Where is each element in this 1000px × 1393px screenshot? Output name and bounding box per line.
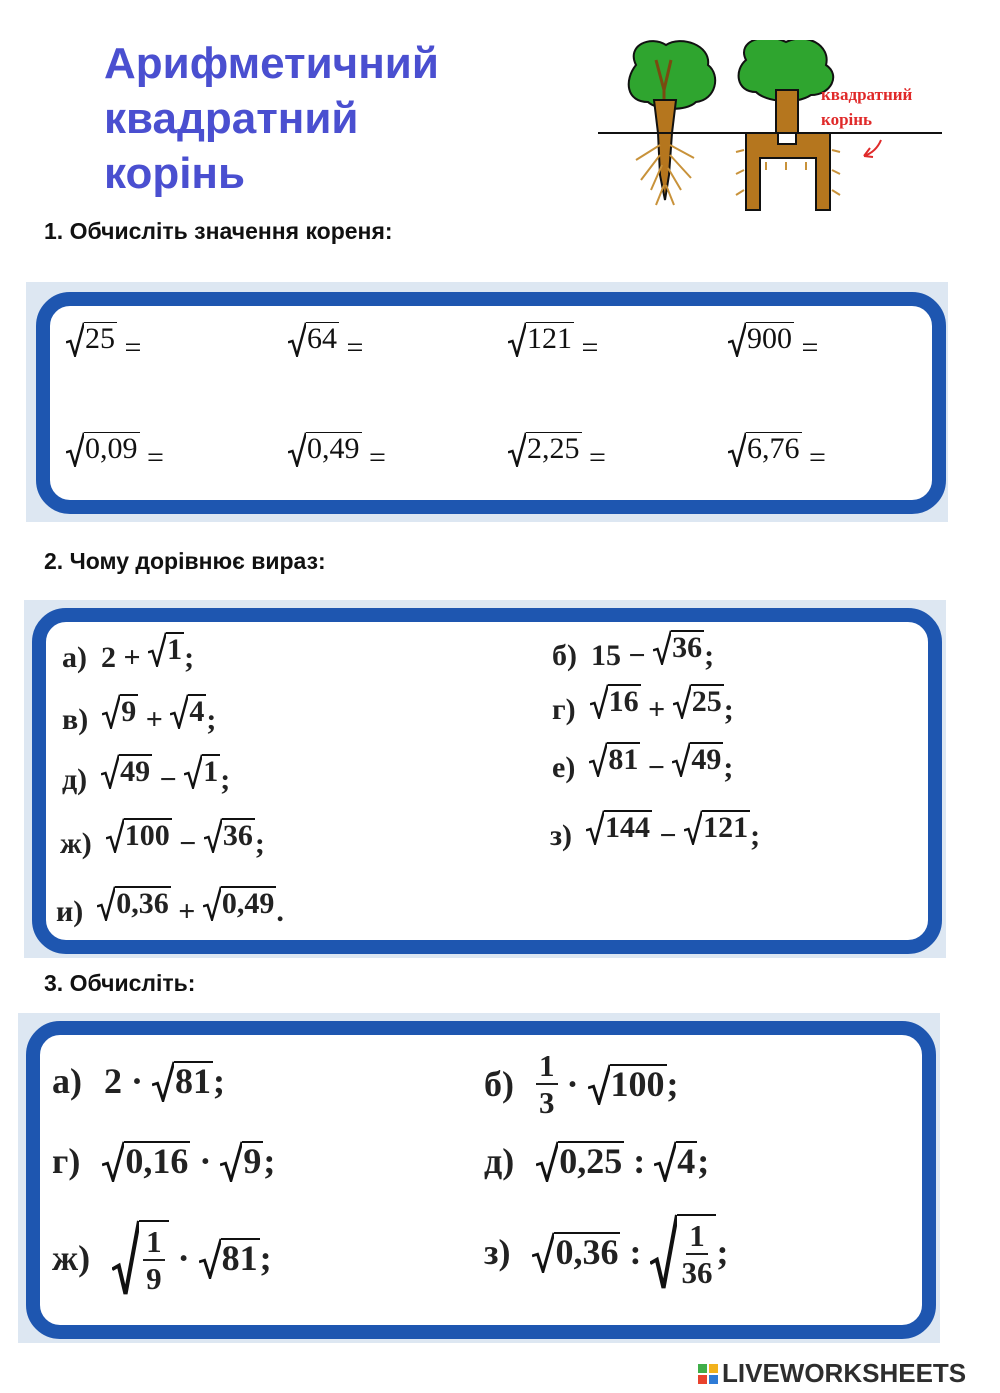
- operator: −: [652, 819, 685, 852]
- radicand: 121: [527, 322, 572, 355]
- task1-item: [728, 432, 826, 475]
- operator: −: [171, 827, 204, 860]
- punctuation: ;: [666, 1064, 679, 1104]
- sqrt-icon: [102, 694, 120, 729]
- sqrt-icon: [728, 432, 746, 467]
- operator: +: [170, 895, 203, 928]
- radical-r1: [589, 742, 640, 777]
- logo-text: LIVEWORKSHEETS: [722, 1358, 967, 1388]
- task2-item-d: [62, 754, 230, 797]
- sqrt-icon: [97, 886, 115, 921]
- natural-tree: [629, 41, 715, 205]
- radical-r1: [97, 886, 171, 921]
- radical-task1-5: [288, 432, 362, 467]
- radicand: 64: [307, 322, 337, 355]
- task2-item-y: [56, 886, 284, 929]
- fraction-under-root: [143, 1226, 165, 1294]
- radicand: 1: [167, 633, 183, 666]
- radicand: 0,49: [221, 887, 275, 920]
- radicand: 0,49: [307, 432, 360, 465]
- sqrt-icon: [673, 684, 691, 719]
- equals-sign: =: [117, 331, 142, 364]
- radicand: 25: [691, 685, 722, 718]
- operator: −: [640, 751, 673, 784]
- radical-r1: [536, 1141, 624, 1182]
- radicand: 900: [747, 322, 792, 355]
- numerator: 1: [143, 1226, 165, 1261]
- radicand: 36: [222, 819, 253, 852]
- task1-item: [288, 322, 363, 365]
- equals-sign: =: [801, 441, 826, 474]
- sqrt-icon: [204, 818, 222, 853]
- radical-task1-3: [728, 322, 794, 357]
- task1-item: [508, 432, 606, 475]
- item-label: ж): [60, 827, 92, 860]
- sqrt-icon: [508, 432, 526, 467]
- task3-item-b: [484, 1050, 679, 1118]
- radical-r2: [684, 810, 750, 845]
- page-title: [104, 36, 439, 201]
- radical-r2: [672, 742, 723, 777]
- radicand: 2,25: [527, 432, 580, 465]
- task1-item: [508, 322, 598, 365]
- sqrt-icon: [654, 1141, 676, 1182]
- sqrt-icon: [170, 694, 188, 729]
- sqrt-icon: [220, 1141, 242, 1182]
- operator: +: [640, 693, 673, 726]
- item-label: г): [552, 693, 576, 726]
- radical-r1: [590, 684, 641, 719]
- equals-sign: =: [339, 331, 364, 364]
- task2-item-b: [552, 630, 714, 673]
- punctuation: .: [276, 895, 284, 928]
- sqrt-icon: [672, 742, 690, 777]
- radical-r2: [170, 694, 206, 729]
- sqrt-icon: [112, 1220, 139, 1296]
- item-label: з): [550, 819, 573, 852]
- title-line-3: корінь: [104, 149, 246, 198]
- sqrt-icon: [152, 1061, 174, 1102]
- title-line-2: квадратний: [104, 94, 359, 143]
- sqrt-icon: [203, 886, 221, 921]
- punctuation: ;: [723, 693, 734, 726]
- task3-item-g: [52, 1140, 275, 1182]
- radical-r2: [673, 684, 724, 719]
- radicand: 81: [175, 1060, 212, 1101]
- item-label: з): [484, 1232, 511, 1272]
- item-label: а): [52, 1061, 82, 1101]
- radicand: 49: [120, 755, 151, 788]
- item-label: д): [484, 1141, 515, 1181]
- operator: ·: [168, 1238, 199, 1278]
- radical-r2: [203, 886, 277, 921]
- radicand: 0,36: [555, 1231, 619, 1272]
- operator: :: [624, 1141, 655, 1181]
- punctuation: ;: [213, 1061, 226, 1101]
- radical-r2: [220, 1141, 263, 1182]
- fraction-coef: [536, 1050, 558, 1118]
- radical-r1: [586, 810, 652, 845]
- expr-prefix: 2 +: [101, 641, 149, 674]
- task3-item-d: [484, 1140, 709, 1182]
- radical-task1-6: [508, 432, 582, 467]
- tree-roots-illustration: [596, 40, 944, 215]
- task2-item-v: [62, 694, 216, 737]
- radicand: 0,16: [125, 1140, 189, 1181]
- denominator: 36: [681, 1255, 713, 1290]
- fraction-under-root: [681, 1220, 712, 1288]
- radical-r1: [148, 632, 184, 667]
- sqrt-icon: [66, 432, 84, 467]
- numerator: 1: [536, 1050, 558, 1085]
- radicand: 81: [221, 1237, 258, 1278]
- equals-sign: =: [574, 331, 599, 364]
- punctuation: ;: [184, 641, 195, 674]
- item-label: в): [62, 703, 89, 736]
- numerator: 1: [686, 1220, 708, 1255]
- task2-item-a: [62, 632, 194, 675]
- radicand: 49: [691, 743, 722, 776]
- radicand: 6,76: [747, 432, 800, 465]
- radical-r1: [106, 818, 172, 853]
- item-label: г): [52, 1141, 81, 1181]
- task1-item: [288, 432, 386, 475]
- equals-sign: =: [794, 331, 819, 364]
- task3-heading: 3. Обчисліть:: [44, 970, 196, 996]
- sqrt-icon: [288, 322, 306, 357]
- radicand: 0,25: [559, 1140, 623, 1181]
- task1-heading: 1. Обчисліть значення кореня:: [44, 218, 393, 244]
- operator: :: [620, 1232, 651, 1272]
- radicand: 100: [610, 1063, 665, 1104]
- radical-r1: [152, 1061, 213, 1102]
- radicand: 1: [203, 755, 219, 788]
- sqrt-icon: [102, 1141, 124, 1182]
- item-label: д): [62, 763, 88, 796]
- item-label: а): [62, 641, 87, 674]
- item-label: б): [552, 639, 577, 672]
- punctuation: ;: [697, 1141, 710, 1181]
- illustration-label-1: квадратний: [821, 85, 913, 104]
- radicand: 0,09: [85, 432, 138, 465]
- radical-fraction: [650, 1214, 716, 1290]
- radical-task1-0: [66, 322, 117, 357]
- logo-icon: [698, 1364, 718, 1384]
- sqrt-icon: [728, 322, 746, 357]
- radicand: 25: [85, 322, 115, 355]
- equals-sign: =: [581, 441, 606, 474]
- radicand: 144: [605, 811, 651, 844]
- item-label: е): [552, 751, 576, 784]
- expr-prefix: 2 ·: [104, 1061, 153, 1101]
- equals-sign: =: [361, 441, 386, 474]
- sqrt-icon: [184, 754, 202, 789]
- task1-item: [66, 322, 141, 365]
- denominator: 9: [146, 1261, 162, 1296]
- sqrt-icon: [650, 1214, 677, 1290]
- radicand: 36: [672, 631, 703, 664]
- radical-r1: [102, 694, 138, 729]
- radicand: 4: [677, 1140, 696, 1181]
- punctuation: ;: [220, 763, 231, 796]
- task2-heading: 2. Чому дорівнює вираз:: [44, 548, 326, 574]
- punctuation: ;: [254, 827, 265, 860]
- operator: −: [152, 763, 185, 796]
- item-label: ж): [52, 1238, 91, 1278]
- radicand: 16: [608, 685, 639, 718]
- radicand: 0,36: [116, 887, 169, 920]
- sqrt-icon: [589, 742, 607, 777]
- sqrt-icon: [588, 1064, 610, 1105]
- radical-r1: [102, 1141, 190, 1182]
- equals-sign: =: [139, 441, 164, 474]
- sqrt-icon: [684, 810, 702, 845]
- sqrt-icon: [288, 432, 306, 467]
- radical-task1-1: [288, 322, 339, 357]
- title-line-1: Арифметичний: [104, 39, 439, 88]
- radicand: 4: [189, 695, 205, 728]
- task3-item-a: [52, 1060, 225, 1102]
- sqrt-icon: [586, 810, 604, 845]
- radical-r2: [204, 818, 255, 853]
- radicand: 9: [243, 1140, 262, 1181]
- sqrt-icon: [199, 1238, 221, 1279]
- denominator: 3: [539, 1085, 555, 1120]
- punctuation: ;: [263, 1141, 276, 1181]
- task2-item-e: [552, 742, 733, 785]
- operator: ·: [190, 1141, 221, 1181]
- radical-r2: [654, 1141, 697, 1182]
- radicand: 100: [124, 819, 170, 852]
- radical-task1-4: [66, 432, 140, 467]
- radicand: 121: [703, 811, 749, 844]
- illustration-label-2: корінь: [821, 110, 873, 129]
- radical-r1: [588, 1064, 667, 1105]
- sqrt-icon: [590, 684, 608, 719]
- punctuation: ;: [704, 639, 715, 672]
- liveworksheets-logo: [698, 1358, 966, 1389]
- sqrt-icon: [66, 322, 84, 357]
- arrow-icon: [864, 140, 881, 157]
- radical-r2: [184, 754, 220, 789]
- radical-task1-7: [728, 432, 802, 467]
- radical-task1-2: [508, 322, 574, 357]
- sqrt-icon: [508, 322, 526, 357]
- operator: ·: [557, 1064, 588, 1104]
- punctuation: ;: [206, 703, 217, 736]
- item-label: и): [56, 895, 84, 928]
- punctuation: ;: [259, 1238, 272, 1278]
- task3-item-z: [484, 1214, 728, 1290]
- radical-r1: [532, 1232, 620, 1273]
- operator: +: [138, 703, 171, 736]
- radical-r2: [199, 1238, 260, 1279]
- radicand: 9: [121, 695, 137, 728]
- sqrt-icon: [101, 754, 119, 789]
- task2-item-g: [552, 684, 734, 727]
- sqrt-icon: [106, 818, 124, 853]
- sqrt-icon: [653, 630, 671, 665]
- task1-item: [728, 322, 818, 365]
- radical-fraction: [112, 1220, 169, 1296]
- punctuation: ;: [723, 751, 734, 784]
- task3-item-zh: [52, 1220, 272, 1296]
- task1-item: [66, 432, 164, 475]
- sqrt-icon: [148, 632, 166, 667]
- radical-r1: [653, 630, 704, 665]
- punctuation: ;: [716, 1232, 729, 1272]
- expr-prefix: 15 −: [591, 639, 654, 672]
- radical-r1: [101, 754, 152, 789]
- task2-item-zh: [60, 818, 265, 861]
- punctuation: ;: [750, 819, 761, 852]
- item-label: б): [484, 1064, 514, 1104]
- sqrt-icon: [532, 1232, 554, 1273]
- radicand: 81: [608, 743, 639, 776]
- sqrt-icon: [536, 1141, 558, 1182]
- task2-item-z: [550, 810, 760, 853]
